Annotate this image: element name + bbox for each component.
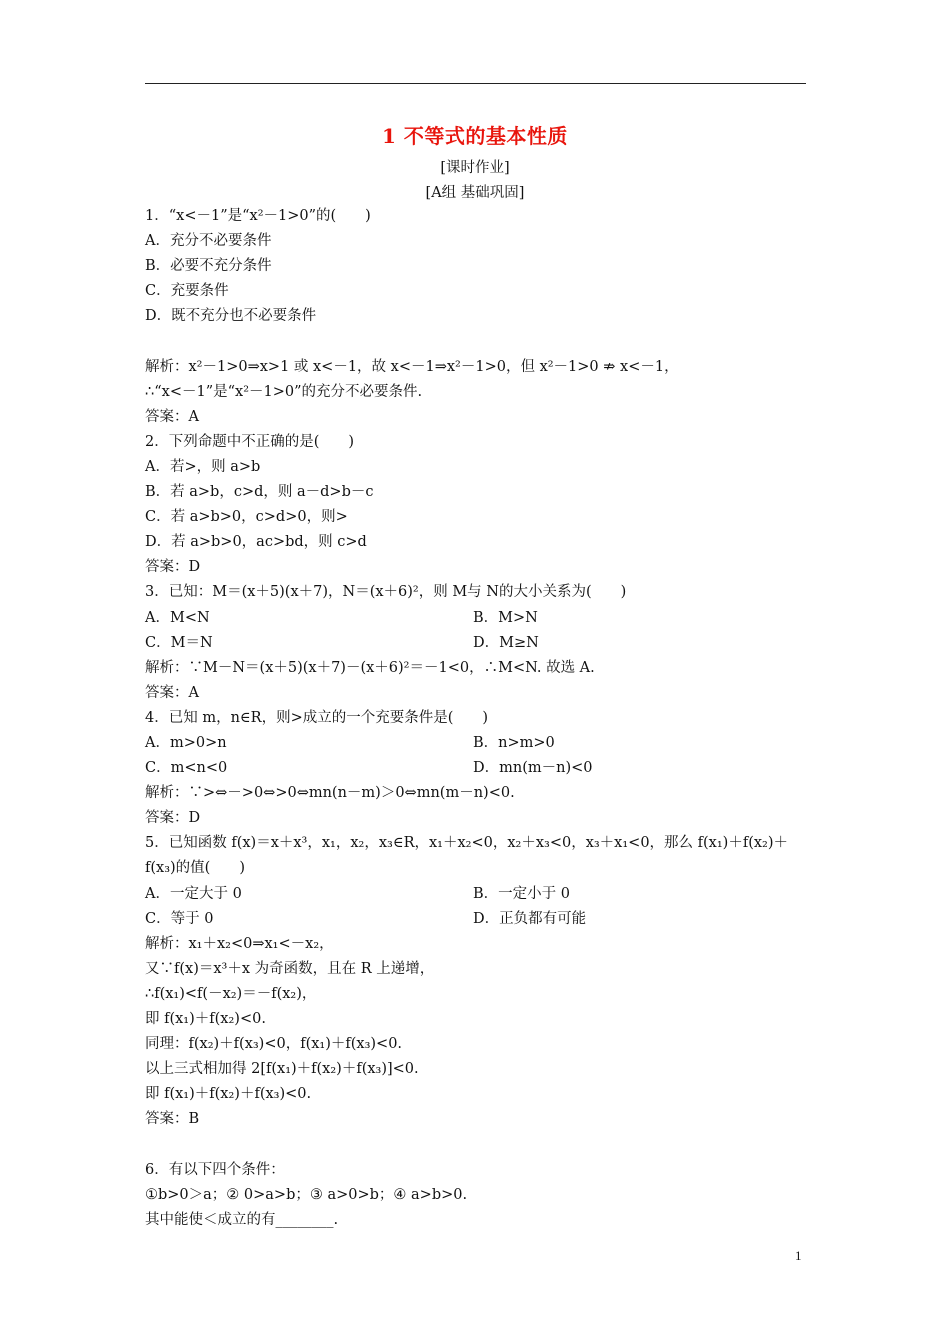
text-line: ①b>0＞a；② 0>a>b；③ a>0>b；④ a>b>0. (145, 1186, 468, 1203)
text-line: C．若 a>b>0，c>d>0，则> (145, 509, 348, 526)
text-line: 1．“x<－1”是“x²－1>0”的( ) (145, 208, 371, 224)
group-subtitle: [A组 基础巩固] (425, 185, 525, 201)
text-line: D．既不充分也不必要条件 (145, 308, 317, 325)
text-line: 即 f(x₁)＋f(x₂)＋f(x₃)<0. (145, 1086, 312, 1103)
text-line: A．一定大于 0 B．一定小于 0 (145, 885, 570, 902)
section-subtitle: [课时作业] (440, 160, 510, 176)
text-line: B．若 a>b，c>d，则 a－d>b－c (145, 484, 374, 501)
document-body (145, 204, 815, 1233)
text-line: 答案：D (145, 810, 201, 827)
text-line: ∴“x<－1”是“x²－1>0”的充分不必要条件. (145, 383, 423, 400)
text-line: B．必要不充分条件 (145, 258, 272, 275)
text-line: 同理：f(x₂)＋f(x₃)<0，f(x₁)＋f(x₃)<0. (145, 1036, 403, 1053)
text-line: A．充分不必要条件 (145, 233, 272, 250)
text-line: A．若>，则 a>b (145, 458, 261, 475)
text-line: 2．下列命题中不正确的是( ) (145, 433, 355, 450)
text-line: D．若 a>b>0，ac>bd，则 c>d (145, 534, 367, 551)
text-line: 解析：x₁＋x₂<0⇒x₁<－x₂， (145, 935, 334, 952)
text-line: 解析：x²－1>0⇒x>1 或 x<－1，故 x<－1⇒x²－1>0，但 x²－1>0 ⇏ x<－1， (145, 358, 679, 375)
text-line: 答案：A (145, 408, 199, 425)
page-number: 1 (795, 1248, 802, 1263)
text-line: 答案：A (145, 684, 199, 701)
text-line: ∴f(x₁)<f(－x₂)＝－f(x₂)， (145, 985, 317, 1002)
page-title: 1 不等式的基本性质 (382, 124, 568, 148)
text-line: C．充要条件 (145, 283, 229, 300)
text-line: 其中能使＜成立的有________. (145, 1211, 339, 1228)
text-line: 答案：D (145, 559, 201, 576)
text-line: 解析：∵M－N＝(x＋5)(x＋7)－(x＋6)²＝－1<0，∴M<N. 故选 A. (145, 659, 595, 676)
text-line: A．M<N B．M>N (145, 609, 538, 626)
text-line: A．m>0>n B．n>m>0 (145, 734, 555, 751)
text-line: 又∵f(x)＝x³＋x 为奇函数，且在 R 上递增， (145, 960, 435, 977)
text-line: 以上三式相加得 2[f(x₁)＋f(x₂)＋f(x₃)]<0. (145, 1061, 419, 1078)
text-line: 解析：∵>⇔－>0⇔>0⇔mn(n－m)＞0⇔mn(m－n)<0. (145, 785, 515, 802)
text-line: 即 f(x₁)＋f(x₂)<0. (145, 1011, 266, 1027)
text-line: C．m<n<0 D．mn(m－n)<0 (145, 760, 593, 777)
text-line: C．等于 0 D．正负都有可能 (145, 910, 587, 927)
text-line: C．M＝N D．M≥N (145, 634, 539, 651)
text-line: 3．已知：M＝(x＋5)(x＋7)，N＝(x＋6)²，则 M与 N的大小关系为( ) (145, 584, 627, 601)
text-line: 4．已知 m，n∈R，则>成立的一个充要条件是( ) (145, 709, 489, 726)
text-line: 6．有以下四个条件： (145, 1161, 285, 1178)
text-line: 答案：B (145, 1111, 200, 1128)
header-rule (145, 83, 806, 84)
text-line: f(x₃)的值( ) (145, 860, 245, 877)
text-line: 5．已知函数 f(x)＝x＋x³，x₁，x₂，x₃∈R，x₁＋x₂<0，x₂＋x₃<0，x₃＋x₁<0，那么 f(x₁)＋f(x₂)＋ (145, 835, 788, 852)
